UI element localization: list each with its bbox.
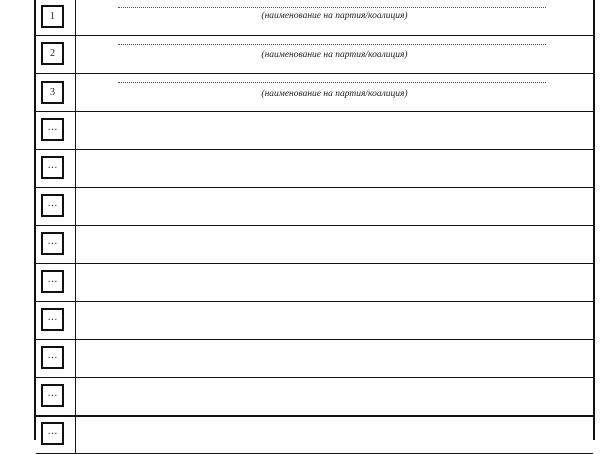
ballot-table <box>34 0 595 440</box>
ballot-number-box[interactable] <box>41 308 64 331</box>
ballot-number-box[interactable] <box>41 422 64 445</box>
ballot-number-box[interactable] <box>41 232 64 255</box>
ballot-row-1 <box>36 0 593 36</box>
ballot-row-8 <box>36 264 593 302</box>
party-name-line <box>118 82 546 83</box>
ballot-row-3 <box>36 74 593 112</box>
column-divider <box>75 112 76 149</box>
party-name-line <box>118 7 546 8</box>
ballot-number-box[interactable] <box>41 384 64 407</box>
ballot-number-box[interactable] <box>41 346 64 369</box>
ballot-number: … <box>47 274 58 285</box>
column-divider <box>75 264 76 301</box>
column-divider <box>75 378 76 415</box>
ballot-row-5 <box>36 150 593 188</box>
ballot-number: … <box>47 160 58 171</box>
party-name-caption: (наименование на партия/коалиция) <box>261 89 408 99</box>
ballot-number: 2 <box>50 48 55 59</box>
ballot-number: … <box>47 122 58 133</box>
ballot-number: 3 <box>50 87 55 98</box>
ballot-row-6 <box>36 188 593 226</box>
ballot-number: … <box>47 350 58 361</box>
ballot-number-box[interactable] <box>41 5 64 28</box>
ballot-row-9 <box>36 302 593 340</box>
ballot-number-box[interactable] <box>41 81 64 104</box>
party-name-caption: (наименование на партия/коалиция) <box>261 50 408 60</box>
ballot-number-box[interactable] <box>41 156 64 179</box>
column-divider <box>75 302 76 339</box>
party-name-caption: (наименование на партия/коалиция) <box>261 11 408 21</box>
column-divider <box>75 340 76 377</box>
ballot-number-box[interactable] <box>41 194 64 217</box>
ballot-number-box[interactable] <box>41 118 64 141</box>
ballot-number-box[interactable] <box>41 42 64 65</box>
ballot-number: … <box>47 236 58 247</box>
ballot-number: … <box>47 388 58 399</box>
ballot-number: … <box>47 312 58 323</box>
ballot-number: 1 <box>50 11 55 22</box>
column-divider <box>75 188 76 225</box>
ballot-row-7 <box>36 226 593 264</box>
column-divider <box>75 150 76 187</box>
ballot-number-box[interactable] <box>41 270 64 293</box>
ballot-number: … <box>47 426 58 437</box>
ballot-row-10 <box>36 340 593 378</box>
ballot-row-4 <box>36 112 593 150</box>
ballot-row-12 <box>36 416 593 454</box>
ballot-number: … <box>47 198 58 209</box>
ballot-row-2 <box>36 36 593 74</box>
column-divider <box>75 417 76 453</box>
party-name-line <box>118 44 546 45</box>
column-divider <box>75 226 76 263</box>
ballot-row-11 <box>36 378 593 416</box>
